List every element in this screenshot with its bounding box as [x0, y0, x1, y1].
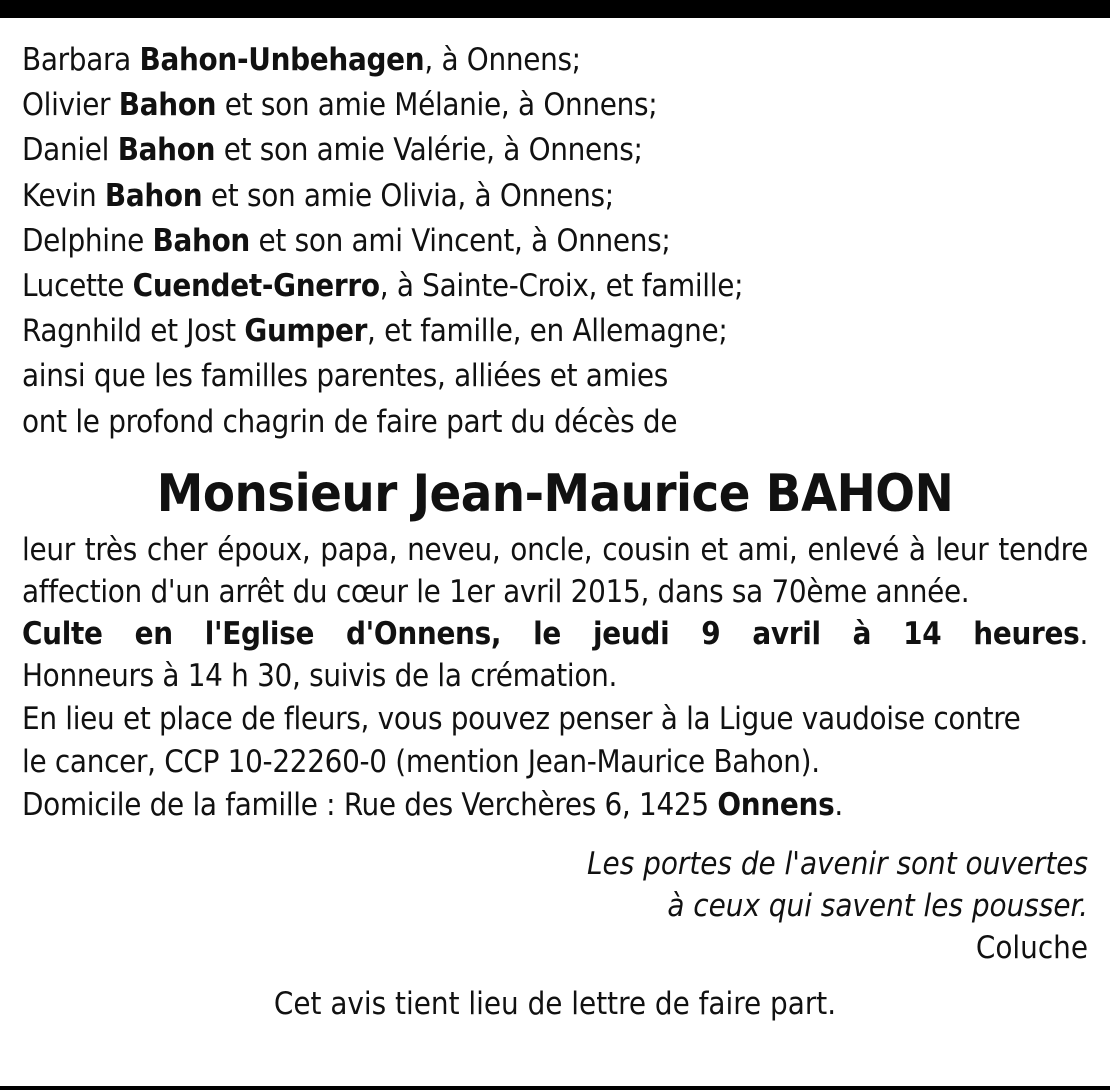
- family-surname: Bahon: [118, 87, 217, 124]
- donation-line: En lieu et place de fleurs, vous pouvez penser à la Ligue vaudoise contre: [22, 700, 1021, 737]
- family-surname: Bahon: [104, 177, 203, 214]
- closing-note: Cet avis tient lieu de lettre de faire part.: [273, 985, 837, 1022]
- family-address: Domicile de la famille : Rue des Verchères 6, 1425 Onnens.: [22, 786, 843, 823]
- family-line: Barbara Bahon-Unbehagen, à Onnens;: [22, 42, 581, 78]
- family-line: Ragnhild et Jost Gumper, et famille, en Allemagne;: [22, 313, 728, 350]
- family-surname: Bahon: [152, 222, 250, 259]
- family-line: Kevin Bahon et son amie Olivia, à Onnens;: [22, 177, 614, 214]
- quote-line: Les portes de l'avenir sont ouvertes: [587, 845, 1088, 882]
- quote-block: [22, 843, 1088, 969]
- family-line: Olivier Bahon et son amie Mélanie, à Onnens;: [22, 87, 658, 124]
- honours-info: Honneurs à 14 h 30, suivis de la crémation.: [22, 657, 618, 694]
- quote-line: à ceux qui savent les pousser.: [667, 887, 1088, 924]
- address-town: Onnens: [717, 786, 835, 823]
- family-line: Delphine Bahon et son ami Vincent, à Onnens;: [22, 222, 671, 259]
- tribute-text: leur très cher époux, papa, neveu, oncle, cousin et ami, enlevé à leur tendre affection d'un arrêt du cœur le 1er avril 2015, dans sa 70ème année.: [22, 531, 1088, 610]
- family-list: [22, 38, 1088, 445]
- bottom-border-rule: [0, 1086, 1110, 1090]
- family-surname: Cuendet-Gnerro: [132, 268, 380, 305]
- family-surname: Bahon: [117, 132, 216, 169]
- intro-line: ont le profond chagrin de faire part du décès de: [22, 403, 678, 440]
- family-line: Daniel Bahon et son amie Valérie, à Onnens;: [22, 132, 643, 169]
- obituary-notice: [22, 38, 1088, 1025]
- family-surname: Gumper: [244, 313, 368, 350]
- family-surname: Bahon-Unbehagen: [139, 42, 425, 78]
- top-border-bar: [0, 0, 1110, 18]
- ceremony-info: Culte en l'Eglise d'Onnens, le jeudi 9 avril à 14 heures.: [22, 615, 1088, 652]
- intro-line: ainsi que les familles parentes, alliées et amies: [22, 358, 669, 395]
- family-line: Lucette Cuendet-Gnerro, à Sainte-Croix, et famille;: [22, 268, 744, 305]
- quote-author: Coluche: [975, 929, 1088, 966]
- donation-line: le cancer, CCP 10-22260-0 (mention Jean-Maurice Bahon).: [22, 743, 820, 780]
- deceased-name: Monsieur Jean-Maurice BAHON: [156, 463, 954, 524]
